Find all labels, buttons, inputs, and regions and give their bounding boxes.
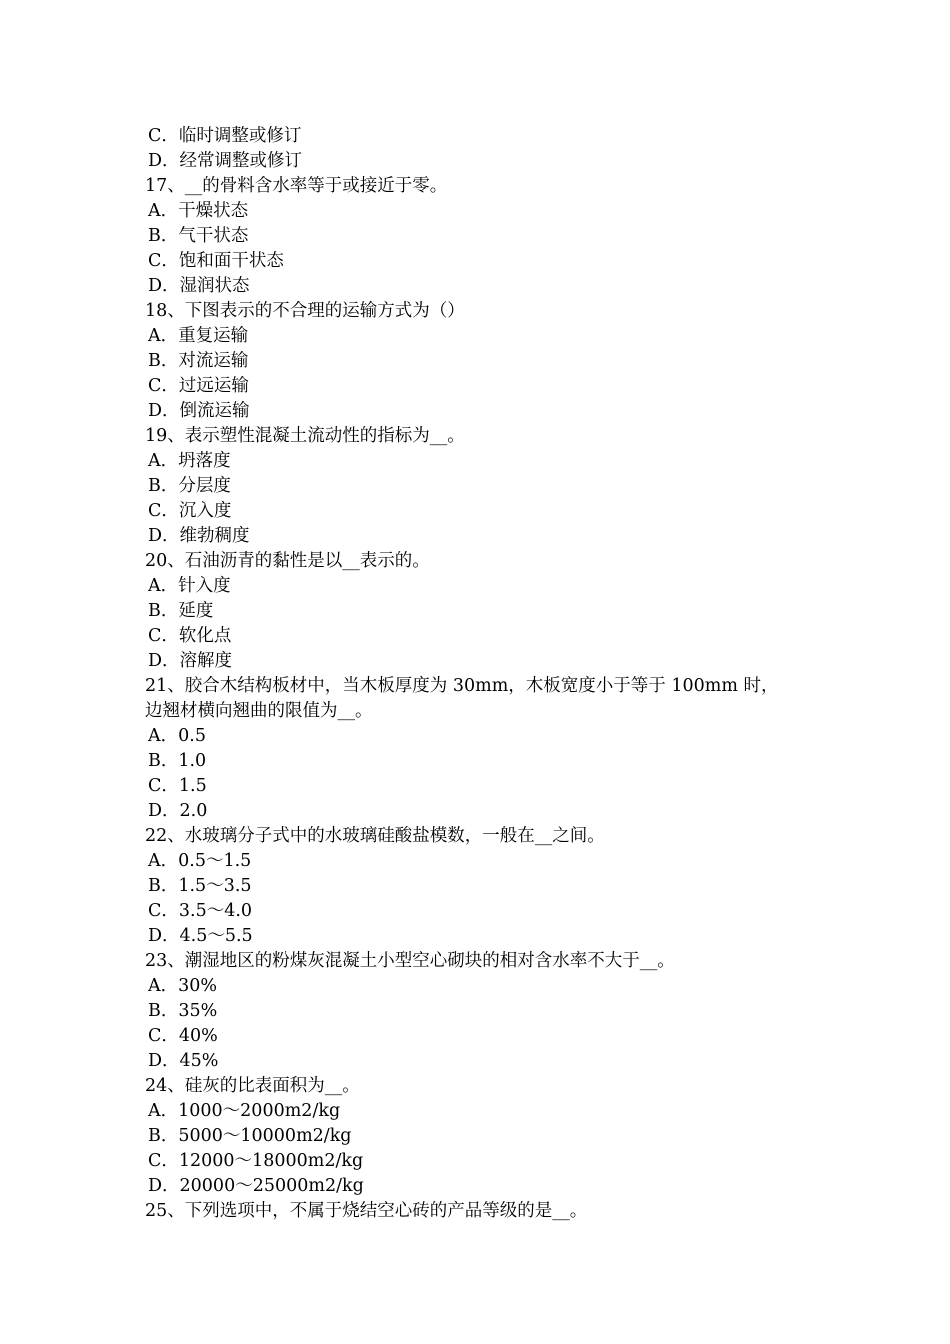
question-text: 17、__的骨料含水率等于或接近于零。 [145, 176, 448, 196]
answer-option: B．气干状态 [148, 226, 249, 246]
answer-option: C．沉入度 [148, 501, 232, 521]
answer-option: D．45% [148, 1051, 219, 1071]
answer-option: A．重复运输 [148, 326, 249, 346]
answer-option: B．1.5～3.5 [148, 876, 252, 896]
answer-option: D．溶解度 [148, 651, 233, 671]
answer-option: A．针入度 [148, 576, 231, 596]
answer-option: D．经常调整或修订 [148, 151, 303, 171]
answer-option: C．40% [148, 1026, 218, 1046]
answer-option: C．软化点 [148, 626, 232, 646]
answer-option: C．饱和面干状态 [148, 251, 284, 271]
question-text: 20、石油沥青的黏性是以__表示的。 [145, 551, 430, 571]
question-list [145, 124, 805, 1224]
answer-option: C．过远运输 [148, 376, 249, 396]
question-text: 24、硅灰的比表面积为__。 [145, 1076, 360, 1096]
answer-option: B．35% [148, 1001, 218, 1021]
answer-option: D．维勃稠度 [148, 526, 250, 546]
answer-option: A．0.5～1.5 [148, 851, 252, 871]
answer-option: C．1.5 [148, 776, 207, 796]
answer-option: C．临时调整或修订 [148, 126, 302, 146]
answer-option: B．5000～10000m2/kg [148, 1126, 352, 1146]
answer-option: A．坍落度 [148, 451, 231, 471]
answer-option: A．30% [148, 976, 218, 996]
answer-option: B．延度 [148, 601, 214, 621]
question-text: 18、下图表示的不合理的运输方式为（） [145, 301, 465, 321]
answer-option: A．1000～2000m2/kg [148, 1101, 341, 1121]
answer-option: D．湿润状态 [148, 276, 250, 296]
question-text: 边翘材横向翘曲的限值为__。 [145, 701, 373, 721]
answer-option: B．对流运输 [148, 351, 249, 371]
question-text: 21、胶合木结构板材中，当木板厚度为 30mm，木板宽度小于等于 100mm 时， [145, 676, 779, 696]
answer-option: B．分层度 [148, 476, 231, 496]
answer-option: D．4.5～5.5 [148, 926, 253, 946]
answer-option: A．0.5 [148, 726, 206, 746]
answer-option: B．1.0 [148, 751, 207, 771]
question-text: 23、潮湿地区的粉煤灰混凝土小型空心砌块的相对含水率不大于__。 [145, 951, 675, 971]
answer-option: D．2.0 [148, 801, 208, 821]
answer-option: C．12000～18000m2/kg [148, 1151, 364, 1171]
answer-option: D．倒流运输 [148, 401, 250, 421]
answer-option: D．20000～25000m2/kg [148, 1176, 364, 1196]
answer-option: A．干燥状态 [148, 201, 249, 221]
question-text: 22、水玻璃分子式中的水玻璃硅酸盐模数，一般在__之间。 [145, 826, 605, 846]
question-text: 25、下列选项中，不属于烧结空心砖的产品等级的是__。 [145, 1201, 588, 1221]
question-text: 19、表示塑性混凝土流动性的指标为__。 [145, 426, 465, 446]
answer-option: C．3.5～4.0 [148, 901, 253, 921]
